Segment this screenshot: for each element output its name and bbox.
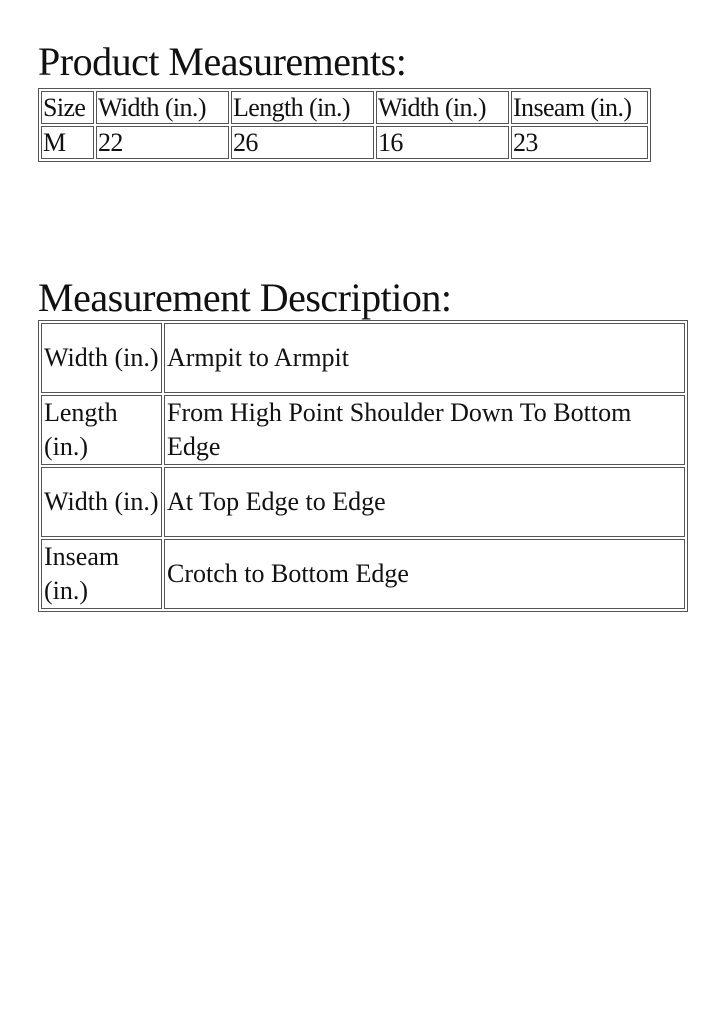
table-row xyxy=(41,323,685,393)
term-cell: Length (in.) xyxy=(41,395,162,465)
measurement-description-title: Measurement Description: xyxy=(38,275,452,320)
header-cell-inseam: Inseam (in.) xyxy=(511,91,648,124)
product-measurements-table xyxy=(38,88,651,162)
header-cell-width-2: Width (in.) xyxy=(376,91,509,124)
cell-length: 26 xyxy=(231,126,374,159)
table-row xyxy=(41,126,648,159)
term-cell: Inseam (in.) xyxy=(41,539,162,609)
cell-width-2: 16 xyxy=(376,126,509,159)
cell-inseam: 23 xyxy=(511,126,648,159)
header-cell-size: Size xyxy=(41,91,94,124)
table-row xyxy=(41,395,685,465)
table-row xyxy=(41,467,685,537)
table-row xyxy=(41,539,685,609)
cell-width: 22 xyxy=(96,126,229,159)
product-measurements-title: Product Measurements: xyxy=(38,39,407,84)
term-cell: Width (in.) xyxy=(41,323,162,393)
cell-size: M xyxy=(41,126,94,159)
measurement-description-table xyxy=(38,320,688,612)
description-cell: At Top Edge to Edge xyxy=(164,467,685,537)
header-cell-width: Width (in.) xyxy=(96,91,229,124)
description-cell: Armpit to Armpit xyxy=(164,323,685,393)
table-header-row xyxy=(41,91,648,124)
description-cell: From High Point Shoulder Down To Bottom Edge xyxy=(164,395,685,465)
header-cell-length: Length (in.) xyxy=(231,91,374,124)
term-cell: Width (in.) xyxy=(41,467,162,537)
description-cell: Crotch to Bottom Edge xyxy=(164,539,685,609)
